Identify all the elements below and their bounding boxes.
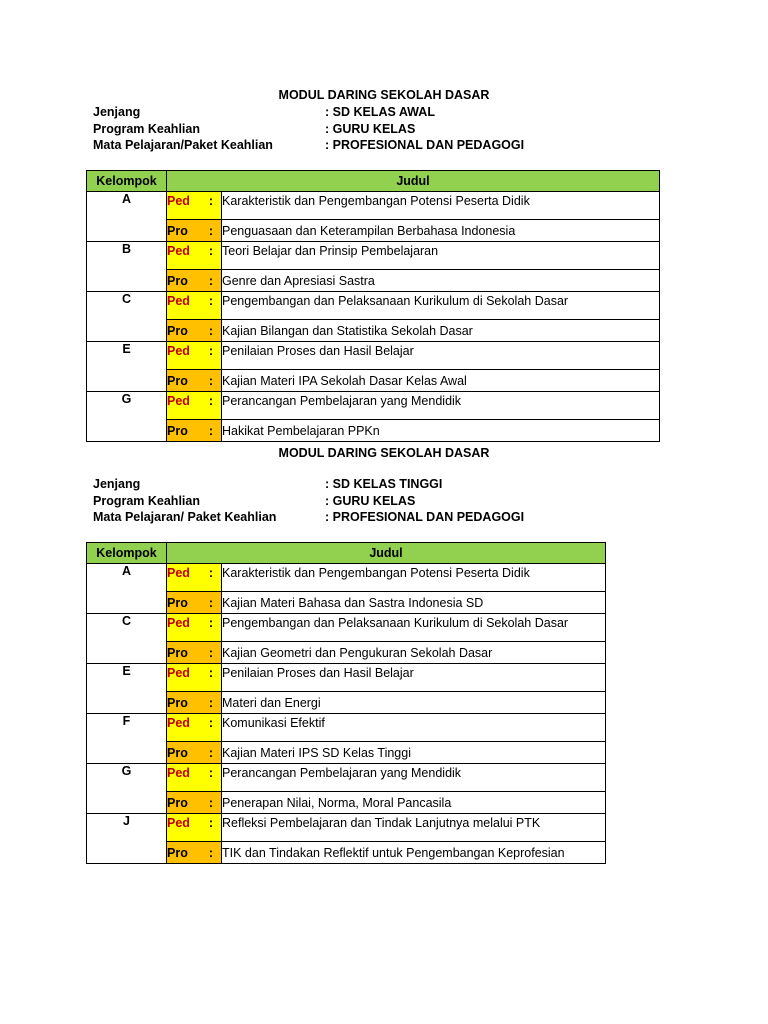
header-kelompok: Kelompok [87,543,167,564]
header-kelompok: Kelompok [87,171,167,192]
table-row [87,814,606,842]
meta-label: Jenjang [93,477,141,491]
meta-row-program [93,493,524,510]
module-title: Hakikat Pembelajaran PPKn [222,420,660,442]
module-title: Materi dan Energi [222,692,606,714]
tag-label: Ped [167,344,190,358]
ped-tag [167,614,222,642]
meta-label: Program Keahlian [93,121,200,136]
tag-colon: : [208,273,213,288]
module-title: TIK dan Tindakan Reflektif untuk Pengembangan Keprofesian [222,842,606,864]
tag-label: Pro [167,845,188,860]
group-label: G [87,392,167,442]
module-title: Karakteristik dan Pengembangan Potensi Peserta Didik [222,564,606,592]
tag-label: Pro [167,323,188,338]
pro-tag [167,592,222,614]
modul-table [86,542,606,864]
tag-colon: : [208,816,213,830]
tag-colon: : [208,194,213,208]
ped-tag [167,764,222,792]
meta-value: : PROFESIONAL DAN PEDAGOGI [325,138,525,152]
ped-tag [167,664,222,692]
tag-label: Ped [167,394,190,408]
module-title: Kajian Materi IPS SD Kelas Tinggi [222,742,606,764]
module-title: Kajian Geometri dan Pengukuran Sekolah Dasar [222,642,606,664]
tag-colon: : [208,766,213,780]
table-row [87,292,660,320]
tag-label: Ped [167,716,190,730]
ped-tag [167,242,222,270]
tag-label: Ped [167,766,190,780]
meta-value: : GURU KELAS [325,121,416,136]
pro-tag [167,792,222,814]
ped-tag [167,292,222,320]
tag-colon: : [208,373,213,388]
module-title: Penilaian Proses dan Hasil Belajar [222,664,606,692]
pro-tag [167,692,222,714]
tag-label: Pro [167,595,188,610]
table-row [87,242,660,270]
tag-colon: : [208,695,213,710]
ped-tag [167,342,222,370]
tag-colon: : [208,344,213,358]
group-label: C [87,614,167,664]
table-body [87,564,606,864]
ped-tag [167,564,222,592]
table-row [87,664,606,692]
module-title: Kajian Materi Bahasa dan Sastra Indonesia SD [222,592,606,614]
tag-label: Pro [167,795,188,810]
tag-label: Pro [167,273,188,288]
table-row [87,342,660,370]
module-title: Penerapan Nilai, Norma, Moral Pancasila [222,792,606,814]
tag-colon: : [208,795,213,810]
table-row [87,220,660,242]
meta-label: Jenjang [93,105,141,119]
table-row [87,270,660,292]
tag-colon: : [208,745,213,760]
table-row [87,564,606,592]
table-row [87,420,660,442]
tag-label: Ped [167,616,190,630]
group-label: E [87,664,167,714]
table-row [87,764,606,792]
tag-colon: : [208,595,213,610]
table-row [87,370,660,392]
table-body [87,192,660,442]
tag-colon: : [208,666,213,680]
pro-tag [167,320,222,342]
module-title: Perancangan Pembelajaran yang Mendidik [222,392,660,420]
tag-colon: : [208,394,213,408]
tag-label: Pro [167,223,188,238]
meta-label: Mata Pelajaran/ Paket Keahlian [93,510,277,524]
tag-colon: : [208,616,213,630]
meta-block [93,104,524,154]
meta-value: : SD KELAS TINGGI [325,477,443,491]
group-label: B [87,242,167,292]
header-judul: Judul [167,543,606,564]
meta-row-mapel [93,137,524,154]
modul-table [86,170,660,442]
tag-label: Pro [167,745,188,760]
group-label: A [87,192,167,242]
module-title: Teori Belajar dan Prinsip Pembelajaran [222,242,660,270]
header-judul: Judul [167,171,660,192]
pro-tag [167,220,222,242]
module-title: Pengembangan dan Pelaksanaan Kurikulum di Sekolah Dasar [222,614,606,642]
tag-label: Ped [167,666,190,680]
meta-row-mapel [93,509,524,526]
pro-tag [167,270,222,292]
meta-value: : GURU KELAS [325,493,416,508]
pro-tag [167,370,222,392]
module-title: Genre dan Apresiasi Sastra [222,270,660,292]
tag-label: Ped [167,294,190,308]
table-row [87,614,606,642]
module-title: Refleksi Pembelajaran dan Tindak Lanjutnya melalui PTK [222,814,606,842]
tag-label: Pro [167,423,188,438]
meta-block [93,476,524,526]
ped-tag [167,814,222,842]
tag-colon: : [208,716,213,730]
ped-tag [167,714,222,742]
tag-label: Ped [167,816,190,830]
tag-colon: : [208,294,213,308]
meta-label: Program Keahlian [93,493,200,508]
module-title: Perancangan Pembelajaran yang Mendidik [222,764,606,792]
pro-tag [167,842,222,864]
meta-row-jenjang [93,476,524,493]
meta-row-program [93,121,524,138]
tag-label: Pro [167,645,188,660]
group-label: C [87,292,167,342]
tag-colon: : [208,323,213,338]
module-title: Pengembangan dan Pelaksanaan Kurikulum di Sekolah Dasar [222,292,660,320]
ped-tag [167,392,222,420]
table-row [87,392,660,420]
tag-colon: : [208,845,213,860]
tag-colon: : [208,223,213,238]
table-header-row [87,543,606,564]
ped-tag [167,192,222,220]
module-title: Komunikasi Efektif [222,714,606,742]
table-row [87,714,606,742]
module-title: Penguasaan dan Keterampilan Berbahasa Indonesia [222,220,660,242]
pro-tag [167,642,222,664]
tag-colon: : [208,423,213,438]
tag-colon: : [208,244,213,258]
pro-tag [167,420,222,442]
tag-label: Ped [167,194,190,208]
group-label: E [87,342,167,392]
section-title: MODUL DARING SEKOLAH DASAR [278,88,490,102]
group-label: J [87,814,167,864]
module-title: Kajian Bilangan dan Statistika Sekolah Dasar [222,320,660,342]
table-header-row [87,171,660,192]
tag-colon: : [208,566,213,580]
group-label: F [87,714,167,764]
meta-label: Mata Pelajaran/Paket Keahlian [93,138,273,152]
tag-label: Pro [167,695,188,710]
tag-label: Ped [167,566,190,580]
module-title: Penilaian Proses dan Hasil Belajar [222,342,660,370]
tag-colon: : [208,645,213,660]
module-title: Kajian Materi IPA Sekolah Dasar Kelas Awal [222,370,660,392]
group-label: A [87,564,167,614]
pro-tag [167,742,222,764]
tag-label: Ped [167,244,190,258]
module-title: Karakteristik dan Pengembangan Potensi Peserta Didik [222,192,660,220]
section-title: MODUL DARING SEKOLAH DASAR [278,446,490,460]
table-row [87,320,660,342]
group-label: G [87,764,167,814]
meta-value: : PROFESIONAL DAN PEDAGOGI [325,510,525,524]
meta-value: : SD KELAS AWAL [325,105,435,119]
table-row [87,192,660,220]
tag-label: Pro [167,373,188,388]
meta-row-jenjang [93,104,524,121]
